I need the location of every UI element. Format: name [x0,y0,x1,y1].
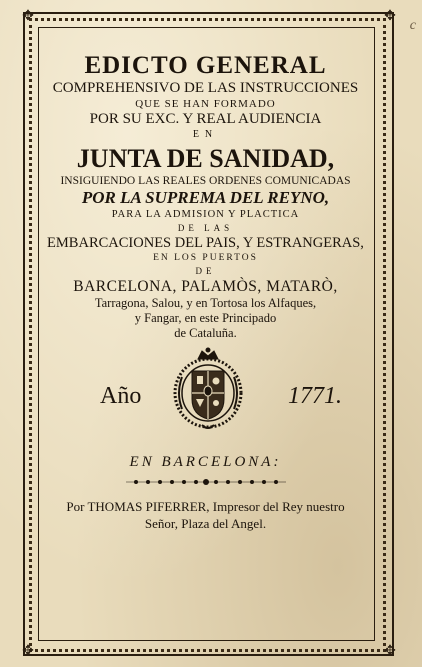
corner-ornament-icon: ✥ [22,9,34,24]
subtitle-line: INSIGUIENDO LAS REALES ORDENES COMUNICADAS [60,175,351,187]
printer-line: Por THOMAS PIFERRER, Impresor del Rey nuestro [66,499,345,514]
subtitle-line: POR SU EXC. Y REAL AUDIENCIA [89,111,322,127]
subtitle-line: EN LOS PUERTOS [153,253,258,263]
subtitle-line: EN [192,129,219,140]
subtitle-line: DE [195,266,216,276]
subtitle-line: DE LAS [177,223,234,233]
ports-line: y Fangar, en este Principado [134,311,277,325]
ports-line: BARCELONA, PALAMÒS, MATARÒ, [73,278,338,295]
document-title: EDICTO GENERAL [84,52,327,79]
junta-heading: JUNTA DE SANIDAD, [76,144,335,173]
ports-line: de Cataluña. [174,326,237,340]
corner-ornament-icon: ✥ [22,644,34,659]
year-row [40,347,371,433]
imprint [40,453,371,532]
subtitle-line: POR LA SUPREMA DEL REYNO, [81,188,330,207]
fleuron-ornament-icon [116,477,296,487]
printer-line: Señor, Plaza del Angel. [144,516,267,531]
corner-ornament-icon: ✥ [384,9,396,24]
handwritten-mark: c [409,18,416,33]
ports-line: Tarragona, Salou, y en Tortosa los Alfaques, [94,296,317,310]
year-label: Año [100,383,142,409]
subtitle-line: EMBARCACIONES DEL PAIS, Y ESTRANGERAS, [47,235,364,251]
publication-year: 1771. [288,383,342,409]
subtitle-line: QUE SE HAN FORMADO [135,98,276,110]
imprint-place: EN BARCELONA: [129,454,282,470]
title-page-text [40,52,371,532]
subtitle-line: PARA LA ADMISION Y PLACTICA [111,209,300,220]
royal-coat-of-arms-seal-icon [168,347,248,433]
corner-ornament-icon: ✥ [384,644,396,659]
subtitle-line: COMPREHENSIVO DE LAS INSTRUCCIONES [52,80,359,96]
